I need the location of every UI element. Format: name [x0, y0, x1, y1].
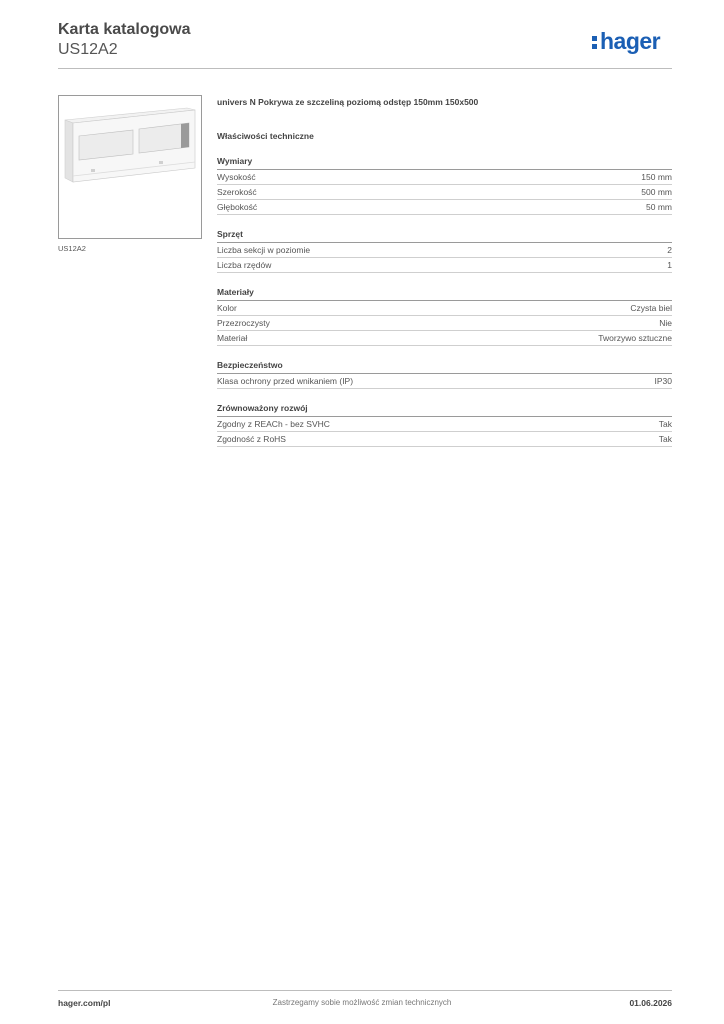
spec-row	[217, 316, 672, 331]
spec-label: Przezroczysty	[217, 318, 270, 328]
page-title: Karta katalogowa	[58, 21, 191, 38]
spec-value: 500 mm	[641, 187, 672, 197]
spec-label: Liczba sekcji w poziomie	[217, 245, 311, 255]
spec-value: Tak	[658, 434, 672, 444]
spec-value: IP30	[654, 376, 672, 386]
spec-label: Klasa ochrony przed wnikaniem (IP)	[217, 376, 354, 386]
section-title: Zrównoważony rozwój	[217, 402, 672, 417]
section-safety	[217, 359, 672, 389]
footer-disclaimer: Zastrzegamy sobie możliwość zmian technicznych	[272, 998, 452, 1007]
spec-value: Czysta biel	[630, 303, 672, 313]
image-caption: US12A2	[58, 244, 86, 253]
spec-row	[217, 185, 672, 200]
section-title: Sprzęt	[217, 228, 672, 243]
spec-label: Wysokość	[217, 172, 256, 182]
spec-label: Zgodny z REACh - bez SVHC	[217, 419, 330, 429]
spec-row	[217, 331, 672, 346]
spec-content	[217, 96, 672, 447]
product-image	[58, 95, 202, 239]
hager-logo	[592, 27, 660, 55]
spec-row	[217, 200, 672, 215]
tech-properties-heading: Właściwości techniczne	[217, 131, 314, 141]
spec-row	[217, 243, 672, 258]
section-title: Wymiary	[217, 155, 672, 170]
header-divider	[58, 68, 672, 69]
spec-value: 2	[667, 245, 672, 255]
logo-dots-icon	[592, 34, 598, 50]
spec-label: Głębokość	[217, 202, 258, 212]
section-dimensions	[217, 155, 672, 215]
spec-label: Kolor	[217, 303, 237, 313]
spec-value: Tworzywo sztuczne	[598, 333, 672, 343]
spec-value: 1	[667, 260, 672, 270]
spec-row	[217, 432, 672, 447]
spec-value: Tak	[658, 419, 672, 429]
section-equipment	[217, 228, 672, 273]
footer-divider	[58, 990, 672, 991]
section-title: Bezpieczeństwo	[217, 359, 672, 374]
cover-panel-illustration	[59, 96, 201, 238]
spec-row	[217, 170, 672, 185]
section-sustainability	[217, 402, 672, 447]
section-materials	[217, 286, 672, 346]
document-date: 01.06.2026	[629, 998, 672, 1008]
spec-value: 50 mm	[646, 202, 672, 212]
spec-row	[217, 417, 672, 432]
spec-row	[217, 374, 672, 389]
section-title: Materiały	[217, 286, 672, 301]
website-link[interactable]: hager.com/pl	[58, 998, 111, 1008]
spec-row	[217, 301, 672, 316]
spec-row	[217, 258, 672, 273]
spec-label: Zgodność z RoHS	[217, 434, 286, 444]
product-name: univers N Pokrywa ze szczeliną poziomą odstęp 150mm 150x500	[217, 97, 479, 107]
spec-value: 150 mm	[641, 172, 672, 182]
spec-label: Szerokość	[217, 187, 257, 197]
product-code: US12A2	[58, 41, 118, 58]
spec-label: Materiał	[217, 333, 248, 343]
spec-label: Liczba rzędów	[217, 260, 272, 270]
logo-text: hager	[600, 28, 661, 54]
spec-value: Nie	[659, 318, 672, 328]
